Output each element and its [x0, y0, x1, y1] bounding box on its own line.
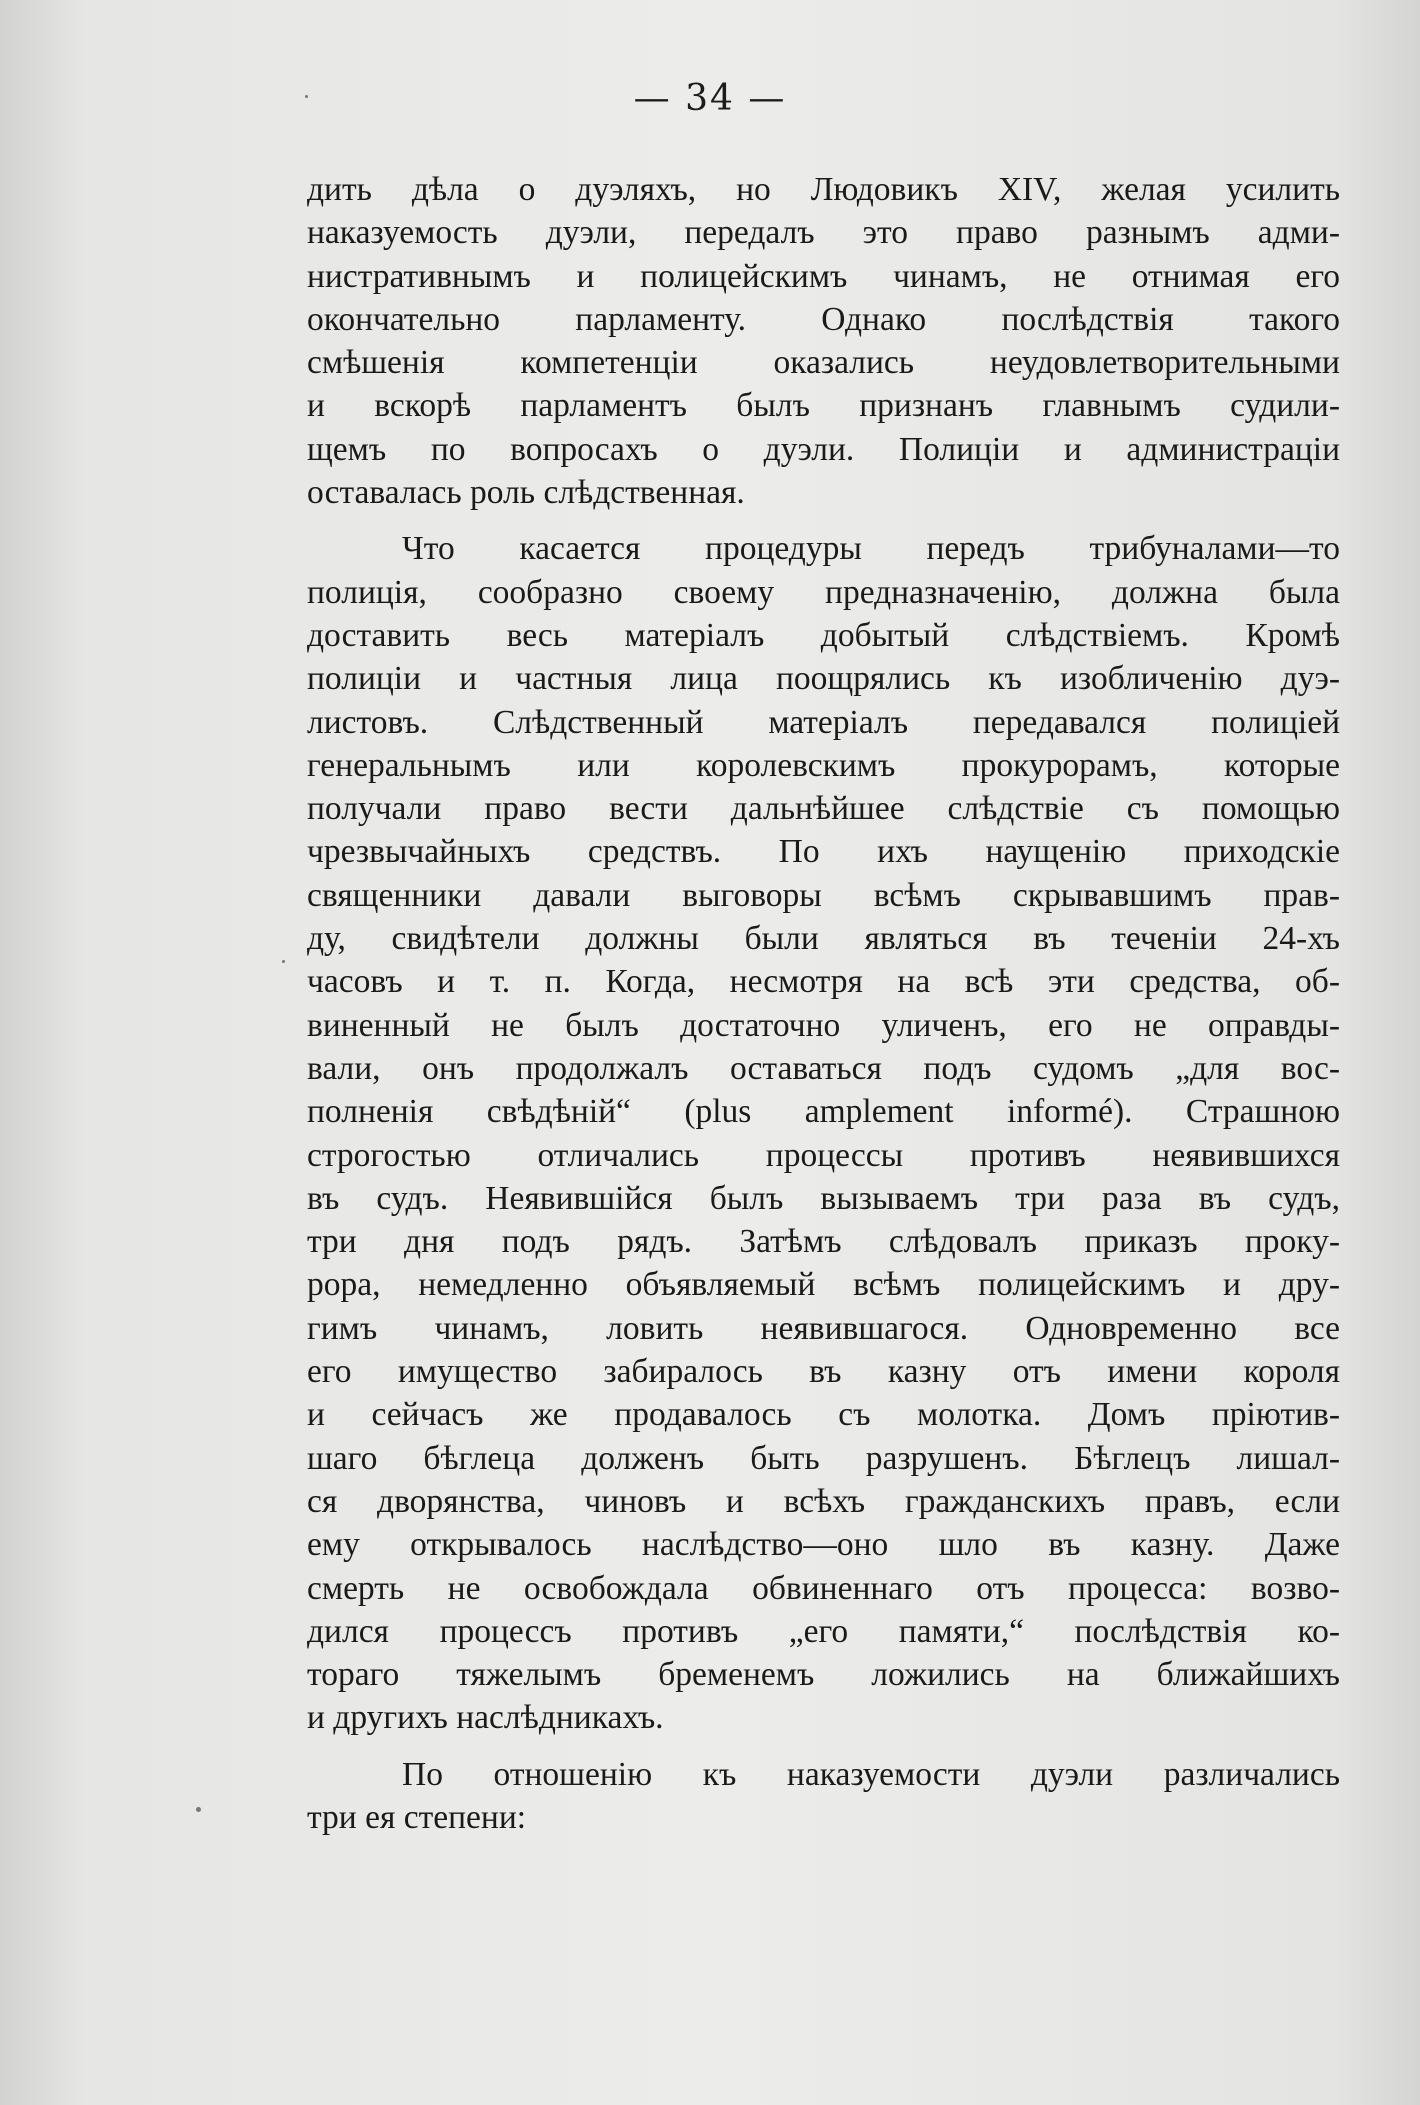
text-line: нистративнымъ и полицейскимъ чинамъ, не отнимая его [307, 257, 1340, 295]
text-line: смѣшенія компетенціи оказались неудовлетворительными [307, 344, 1340, 382]
text-line: три ея степени: [307, 1798, 527, 1836]
text-line: ся дворянства, чиновъ и всѣхъ гражданскихъ правъ, если [307, 1482, 1340, 1520]
text-line: полиція, сообразно своему предназначенію, должна была [307, 573, 1340, 611]
paragraph [307, 168, 1340, 514]
text-line: три дня подъ рядъ. Затѣмъ слѣдовалъ приказъ проку- [307, 1223, 1340, 1261]
text-line: дился процессъ противъ „его памяти,“ послѣдствія ко- [307, 1612, 1340, 1650]
text-line: вали, онъ продолжалъ оставаться подъ судомъ „для вос- [307, 1049, 1340, 1087]
text-line: рора, немедленно объявляемый всѣмъ полицейскимъ и дру- [307, 1266, 1340, 1304]
text-line: въ судъ. Неявившійся былъ вызываемъ три раза въ судъ, [307, 1179, 1340, 1217]
text-line: ду, свидѣтели должны были являться въ теченіи 24-хъ [307, 920, 1340, 958]
text-line: оставалась роль слѣдственная. [307, 474, 745, 512]
text-line: По отношенію къ наказуемости дуэли различались [402, 1755, 1340, 1793]
page-number: — 34 — [633, 78, 787, 119]
text-line: его имущество забиралось въ казну отъ имени короля [307, 1353, 1340, 1391]
text-line: доставить весь матеріалъ добытый слѣдствіемъ. Кромѣ [307, 616, 1340, 654]
text-line: генеральнымъ или королевскимъ прокурорамъ, которые [307, 746, 1340, 784]
text-line: виненный не былъ достаточно уличенъ, его не оправды- [307, 1006, 1340, 1044]
paragraph-gap [307, 514, 1340, 527]
text-line: смерть не освобождала обвиненнаго отъ процесса: возво- [307, 1569, 1340, 1607]
text-line: листовъ. Слѣдственный матеріалъ передавался полиціей [307, 703, 1340, 741]
text-line: строгостью отличались процессы противъ неявившихся [307, 1136, 1340, 1174]
text-line: Что касается процедуры передъ трибуналами—то [402, 530, 1340, 568]
paper-speck [196, 1807, 201, 1812]
text-line: получали право вести дальнѣйшее слѣдствіе съ помощью [307, 790, 1340, 828]
text-line: тораго тяжелымъ бременемъ ложились на ближайшихъ [307, 1656, 1340, 1694]
text-line: ему открывалось наслѣдство—оно шло въ казну. Даже [307, 1526, 1340, 1564]
text-line: щемъ по вопросахъ о дуэли. Полиціи и администраціи [307, 430, 1340, 468]
text-line: и другихъ наслѣдникахъ. [307, 1699, 664, 1737]
text-line: и вскорѣ парламентъ былъ признанъ главнымъ судили- [307, 387, 1340, 425]
body-text [307, 168, 1340, 1839]
text-line: дить дѣла о дуэляхъ, но Людовикъ XIV, желая усилить [307, 171, 1340, 208]
text-line: полненія свѣдѣній“ (plus amplement informé). Страшною [307, 1093, 1340, 1131]
paragraph-gap [307, 1740, 1340, 1753]
text-line: наказуемость дуэли, передалъ это право разнымъ адми- [307, 214, 1340, 252]
text-line: священники давали выговоры всѣмъ скрывавшимъ прав- [307, 876, 1340, 914]
text-line: гимъ чинамъ, ловить неявившагося. Одновременно все [307, 1309, 1340, 1347]
paragraph [307, 1753, 1340, 1840]
text-line: шаго бѣглеца долженъ быть разрушенъ. Бѣглецъ лишал- [307, 1439, 1340, 1477]
text-line: полиціи и частныя лица поощрялись къ изобличенію дуэ- [307, 660, 1340, 698]
text-line: окончательно парламенту. Однако послѣдствія такого [307, 300, 1340, 338]
text-line: чрезвычайныхъ средствъ. По ихъ наущенію приходскіе [307, 833, 1340, 871]
paper-speck [282, 960, 285, 963]
text-line: часовъ и т. п. Когда, несмотря на всѣ эти средства, об- [307, 963, 1340, 1001]
paragraph [307, 527, 1340, 1739]
text-line: и сейчасъ же продавалось съ молотка. Домъ пріютив- [307, 1396, 1340, 1434]
paper-speck [305, 95, 308, 98]
